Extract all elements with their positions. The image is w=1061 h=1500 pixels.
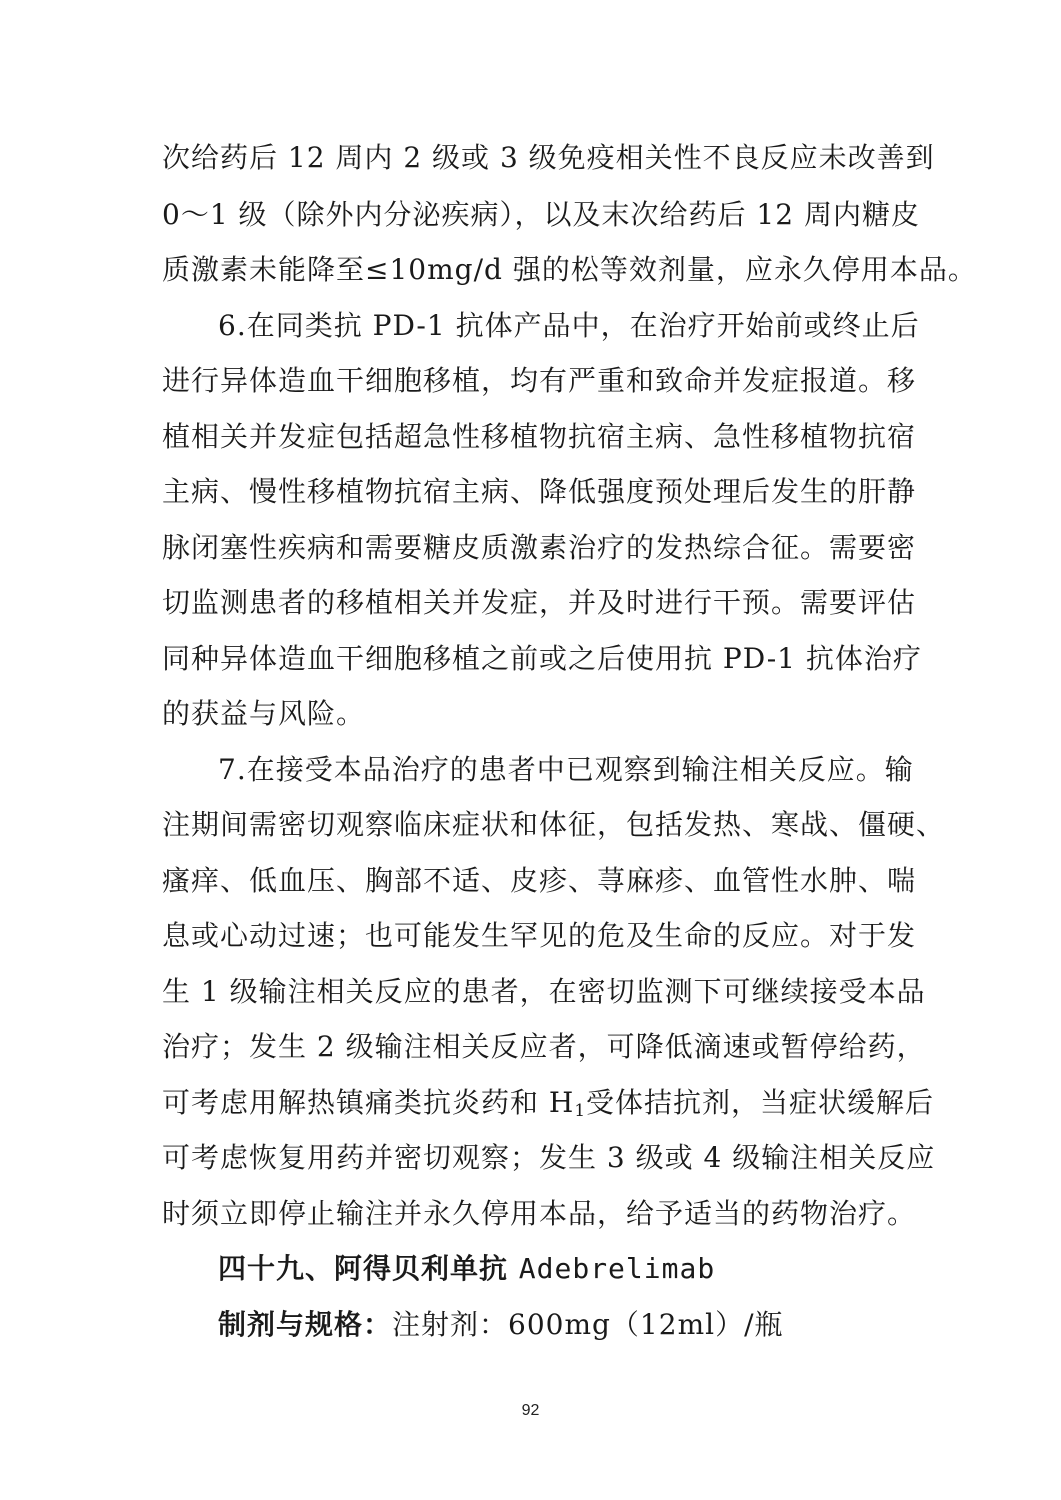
body-line: 6.在同类抗 PD-1 抗体产品中，在治疗开始前或终止后 bbox=[218, 309, 920, 342]
formulation-line bbox=[218, 1305, 978, 1345]
body-line: 同种异体造血干细胞移植之前或之后使用抗 PD-1 抗体治疗 bbox=[162, 642, 922, 675]
body-line: 质激素未能降至≤10mg/d 强的松等效剂量，应永久停用本品。 bbox=[162, 253, 977, 286]
body-line: 的获益与风险。 bbox=[162, 697, 366, 730]
body-line: 息或心动过速；也可能发生罕见的危及生命的反应。对于发 bbox=[162, 919, 917, 952]
body-line: 治疗；发生 2 级输注相关反应者，可降低滴速或暂停给药， bbox=[162, 1030, 926, 1063]
h1-subscript: 1 bbox=[574, 1100, 587, 1120]
section-heading-latin: Adebrelimab bbox=[518, 1252, 716, 1285]
body-line: 注期间需密切观察临床症状和体征，包括发热、寒战、僵硬、 bbox=[162, 808, 946, 841]
body-line: 0～1 级（除外内分泌疾病），以及末次给药后 12 周内糖皮 bbox=[162, 198, 920, 231]
page-number: 92 bbox=[521, 1402, 540, 1419]
body-line: 7.在接受本品治疗的患者中已观察到输注相关反应。输 bbox=[218, 753, 914, 786]
section-heading-chinese: 四十九、阿得贝利单抗 bbox=[218, 1252, 509, 1285]
section-heading bbox=[218, 1249, 978, 1289]
h1-line-before: 可考虑用解热镇痛类抗炎药和 H bbox=[162, 1086, 575, 1119]
formulation-value: 注射剂：600mg（12ml）/瓶 bbox=[392, 1308, 784, 1341]
body-line-h1 bbox=[162, 1083, 935, 1123]
h1-line-after: 受体拮抗剂，当症状缓解后 bbox=[586, 1086, 935, 1119]
body-line: 可考虑恢复用药并密切观察；发生 3 级或 4 级输注相关反应 bbox=[162, 1141, 936, 1174]
body-line: 主病、慢性移植物抗宿主病、降低强度预处理后发生的肝静 bbox=[162, 475, 917, 508]
body-line: 瘙痒、低血压、胸部不适、皮疹、荨麻疹、血管性水肿、喘 bbox=[162, 864, 917, 897]
body-line: 时须立即停止输注并永久停用本品，给予适当的药物治疗。 bbox=[162, 1197, 917, 1230]
body-line: 切监测患者的移植相关并发症，并及时进行干预。需要评估 bbox=[162, 586, 917, 619]
body-line: 植相关并发症包括超急性移植物抗宿主病、急性移植物抗宿 bbox=[162, 420, 917, 453]
body-line: 进行异体造血干细胞移植，均有严重和致命并发症报道。移 bbox=[162, 364, 917, 397]
body-line: 脉闭塞性疾病和需要糖皮质激素治疗的发热综合征。需要密 bbox=[162, 531, 917, 564]
body-line: 生 1 级输注相关反应的患者，在密切监测下可继续接受本品 bbox=[162, 975, 926, 1008]
body-line: 次给药后 12 周内 2 级或 3 级免疫相关性不良反应未改善到 bbox=[162, 141, 935, 174]
formulation-label: 制剂与规格： bbox=[218, 1308, 393, 1341]
